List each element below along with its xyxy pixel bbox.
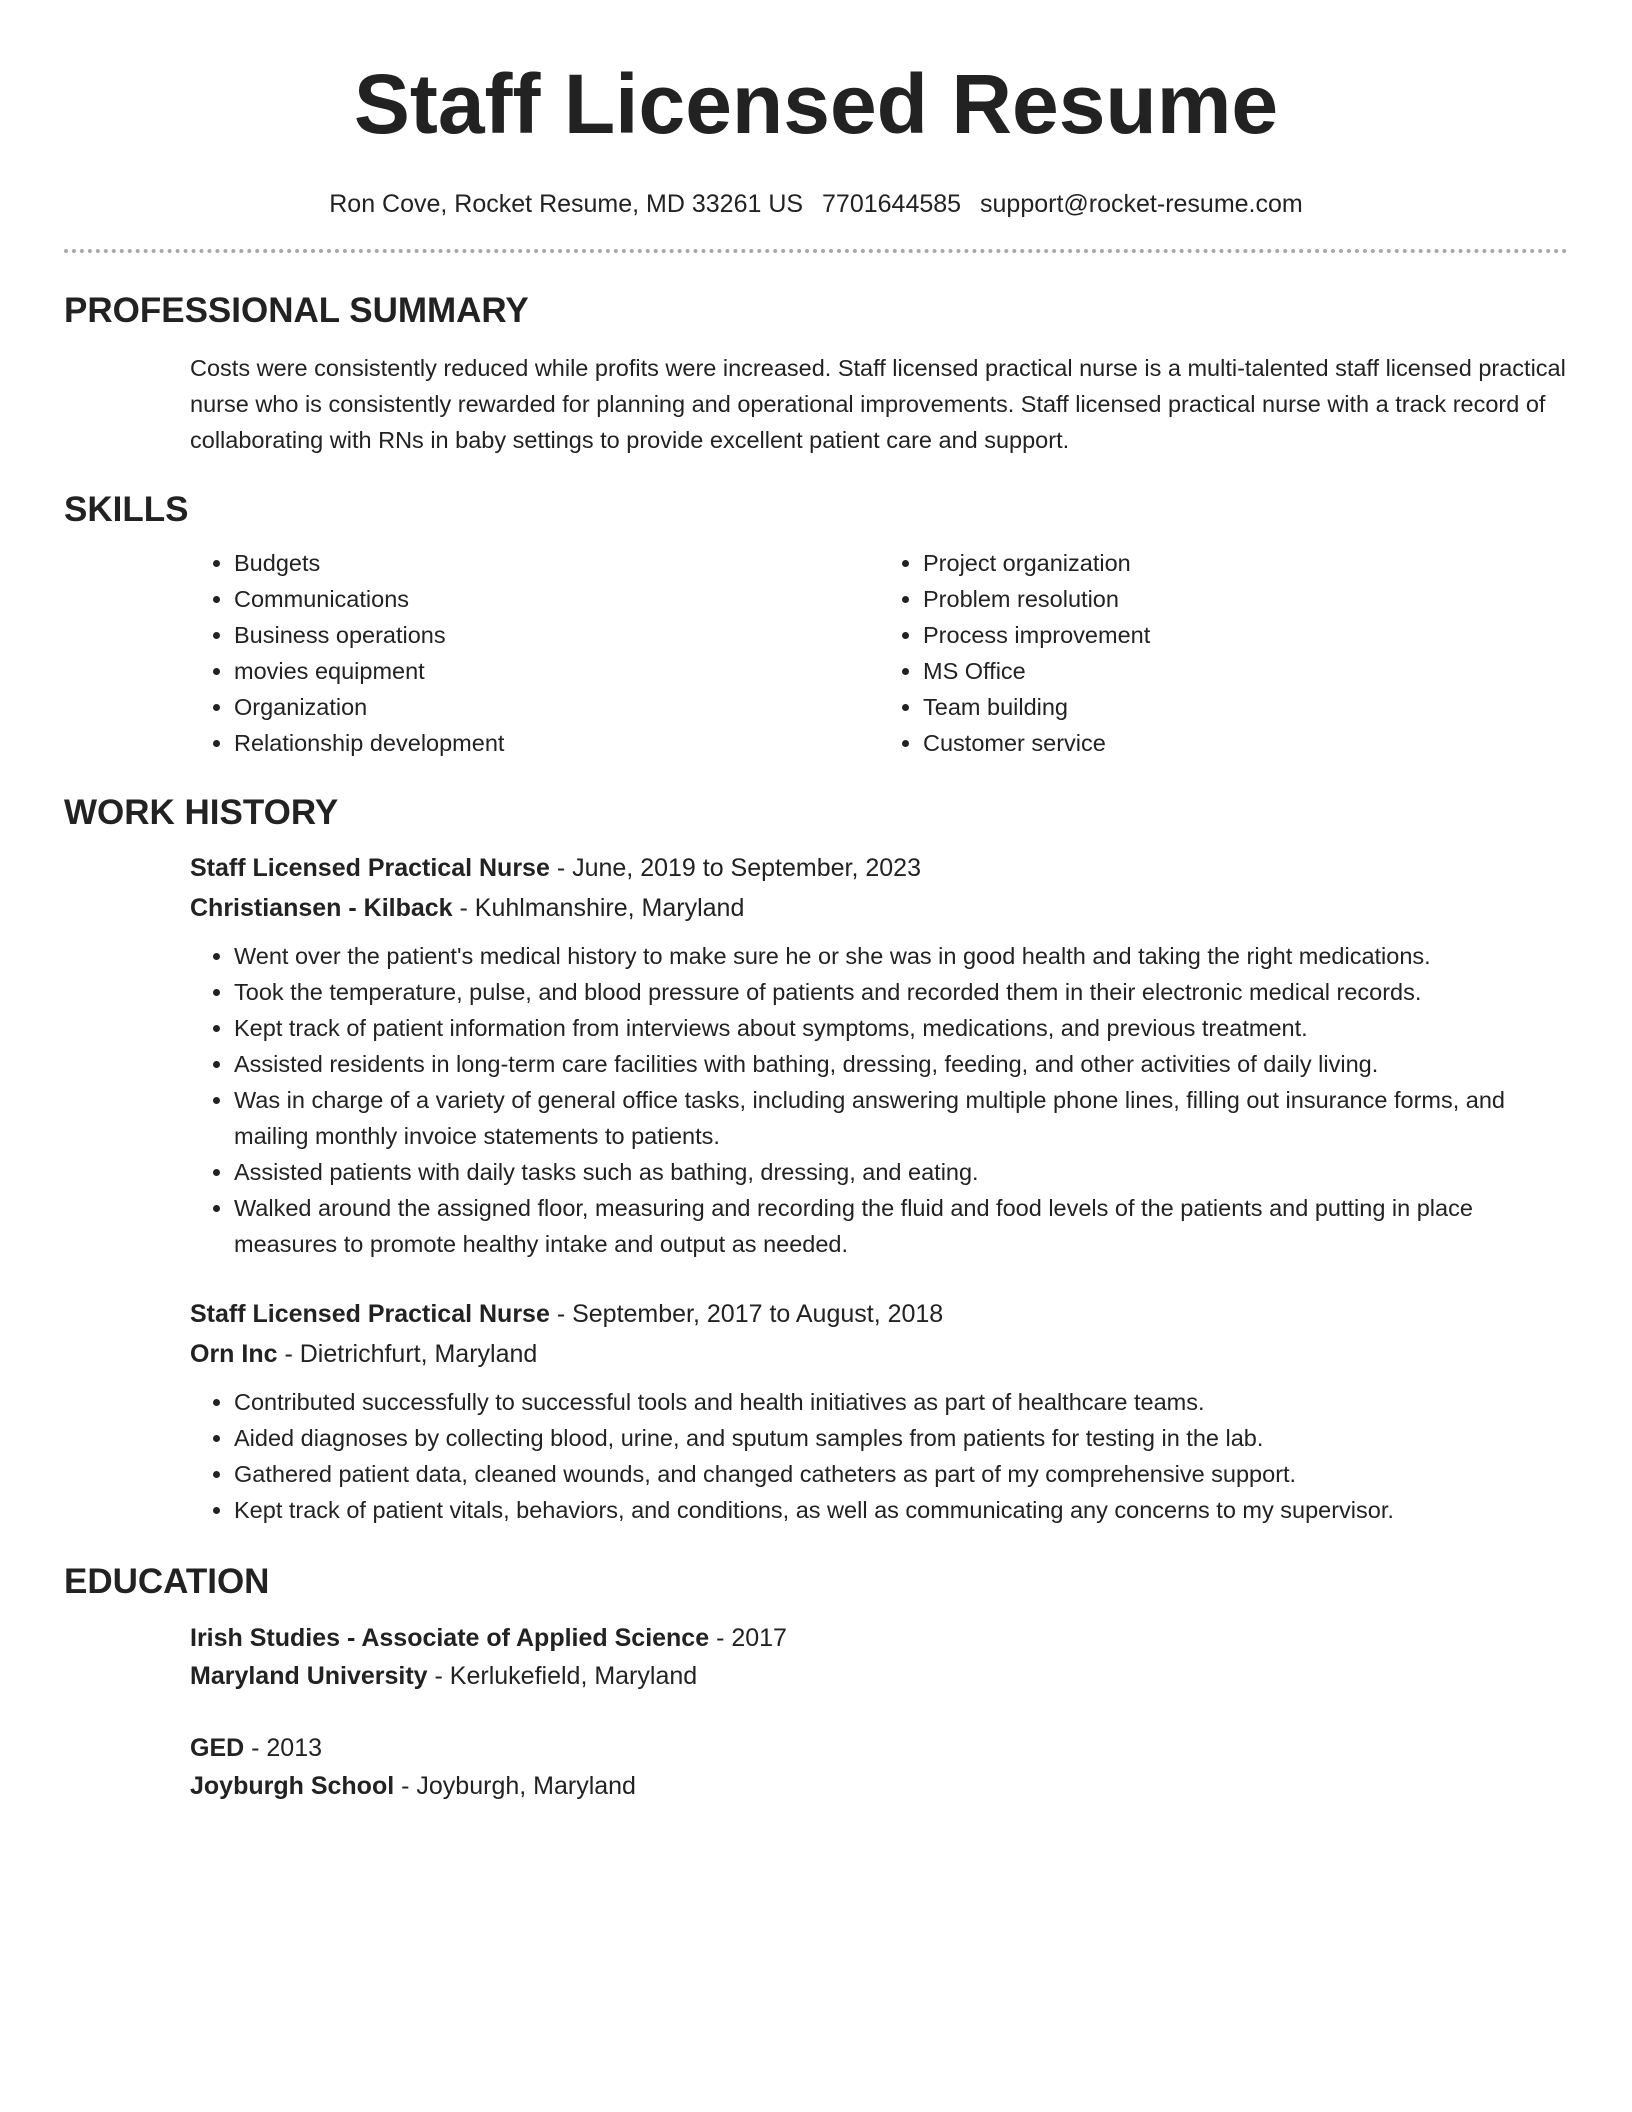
education-degree-line — [190, 1729, 1568, 1767]
skill-item: • movies equipment — [234, 653, 879, 689]
skill-item: • Problem resolution — [923, 581, 1568, 617]
duty-item: • Aided diagnoses by collecting blood, urine, and sputum samples from patients for testing in the lab. — [234, 1420, 1568, 1456]
education-location: - Joyburgh, Maryland — [394, 1772, 636, 1800]
work-heading: WORK HISTORY — [64, 793, 339, 832]
duty-item: • Gathered patient data, cleaned wounds, and changed catheters as part of my comprehensive support. — [234, 1456, 1568, 1492]
resume-title: Staff Licensed Resume — [353, 57, 1279, 151]
duty-item: • Was in charge of a variety of general office tasks, including answering multiple phone lines, filling out insurance forms, and mailing monthly invoice statements to patients. — [234, 1082, 1568, 1154]
job-entry — [190, 848, 1568, 1262]
education-entry — [190, 1729, 1568, 1805]
skills-column-left — [190, 545, 879, 761]
education-school-line — [190, 1767, 1568, 1805]
job-dates: - September, 2017 to August, 2018 — [549, 1300, 944, 1328]
job-location: - Kuhlmanshire, Maryland — [452, 894, 745, 922]
summary-text: Costs were consistently reduced while profits were increased. Staff licensed practical nurse is a multi-talented staff licensed practical nurse who is consistently rewarded for planning and operational improvements. Staff licensed practical nurse with a track record of collaborating with RNs in baby settings to provide excellent patient care and support. — [190, 355, 1566, 453]
skill-item: • Relationship development — [234, 725, 879, 761]
skill-item: • Organization — [234, 689, 879, 725]
skill-item: • Budgets — [234, 545, 879, 581]
job-company: Orn Inc — [190, 1340, 278, 1368]
job-company-line — [190, 1334, 1568, 1374]
duty-item: • Assisted patients with daily tasks such as bathing, dressing, and eating. — [234, 1154, 1568, 1190]
job-company-line — [190, 888, 1568, 928]
contact-phone: 7701644585 — [822, 190, 962, 218]
job-title-line — [190, 848, 1568, 888]
skills-heading: SKILLS — [64, 490, 189, 529]
job-location: - Dietrichfurt, Maryland — [277, 1340, 538, 1368]
education-degree: GED — [190, 1734, 245, 1762]
education-entry — [190, 1619, 1568, 1695]
skill-item: • Process improvement — [923, 617, 1568, 653]
education-year: - 2013 — [244, 1734, 323, 1762]
education-year: - 2017 — [709, 1624, 787, 1652]
header-divider — [64, 249, 1568, 253]
education-location: - Kerlukefield, Maryland — [427, 1662, 698, 1690]
job-company: Christiansen - Kilback — [190, 894, 453, 922]
education-school: Joyburgh School — [190, 1772, 395, 1800]
education-school: Maryland University — [190, 1662, 428, 1690]
job-duties — [190, 1384, 1568, 1528]
duty-item: • Contributed successfully to successful tools and health initiatives as part of healthcare teams. — [234, 1384, 1568, 1420]
skill-item: • Communications — [234, 581, 879, 617]
job-dates: - June, 2019 to September, 2023 — [549, 854, 921, 882]
job-role: Staff Licensed Practical Nurse — [190, 1300, 550, 1328]
contact-email: support@rocket-resume.com — [980, 190, 1303, 218]
job-title-line — [190, 1294, 1568, 1334]
education-degree-line — [190, 1619, 1568, 1657]
skill-item: • Business operations — [234, 617, 879, 653]
summary-heading: PROFESSIONAL SUMMARY — [64, 291, 529, 330]
contact-line — [64, 190, 1568, 219]
job-duties — [190, 938, 1568, 1262]
duty-item: • Took the temperature, pulse, and blood pressure of patients and recorded them in their electronic medical records. — [234, 974, 1568, 1010]
skill-item: • MS Office — [923, 653, 1568, 689]
skill-item: • Customer service — [923, 725, 1568, 761]
education-school-line — [190, 1657, 1568, 1695]
skill-item: • Team building — [923, 689, 1568, 725]
contact-address: Ron Cove, Rocket Resume, MD 33261 US — [329, 190, 804, 218]
job-role: Staff Licensed Practical Nurse — [190, 854, 550, 882]
duty-item: • Kept track of patient vitals, behaviors, and conditions, as well as communicating any concerns to my supervisor. — [234, 1492, 1568, 1528]
education-degree: Irish Studies - Associate of Applied Science — [190, 1624, 710, 1652]
skill-item: • Project organization — [923, 545, 1568, 581]
job-entry — [190, 1294, 1568, 1528]
duty-item: • Kept track of patient information from interviews about symptoms, medications, and previous treatment. — [234, 1010, 1568, 1046]
duty-item: • Walked around the assigned floor, measuring and recording the fluid and food levels of the patients and putting in place measures to promote healthy intake and output as needed. — [234, 1190, 1568, 1262]
duty-item: • Assisted residents in long-term care facilities with bathing, dressing, feeding, and other activities of daily living. — [234, 1046, 1568, 1082]
duty-item: • Went over the patient's medical history to make sure he or she was in good health and taking the right medications. — [234, 938, 1568, 974]
skills-list — [190, 545, 1568, 761]
education-heading: EDUCATION — [64, 1562, 270, 1601]
skills-column-right — [879, 545, 1568, 761]
